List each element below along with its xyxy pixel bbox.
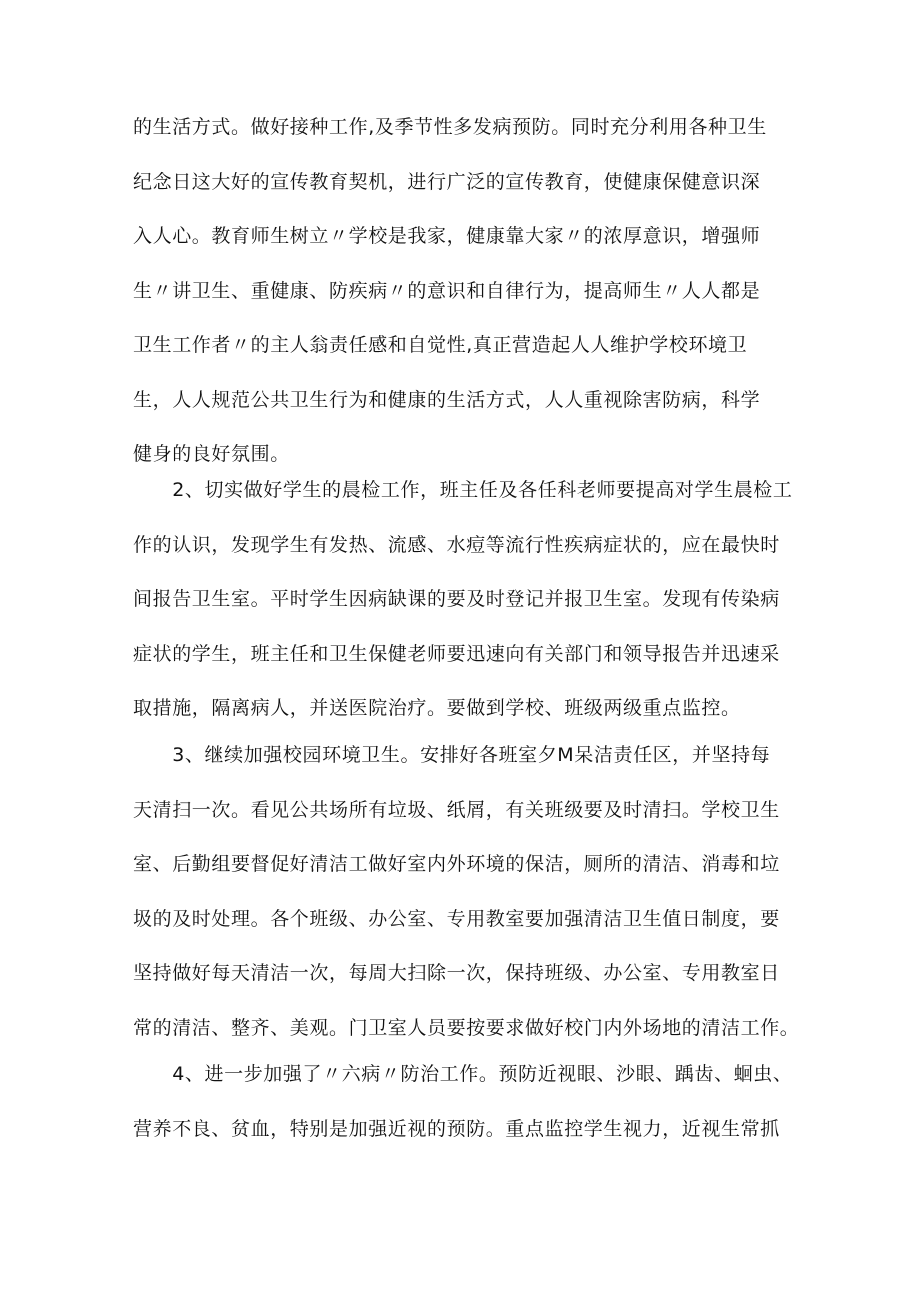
text-line: 卫生工作者〃的主人翁责任感和自觉性,真正营造起人人维护学校环境卫 [133, 334, 748, 356]
text-line: 纪念日这大好的宣传教育契机，进行广泛的宣传教育，使健康保健意识深 [133, 170, 761, 193]
text-line: 的生活方式。做好接种工作,及季节性多发病预防。同时充分利用各种卫生 [133, 116, 767, 138]
text-line: 圾的及时处理。各个班级、办公室、专用教室要加强清洁卫生值日制度，要 [133, 907, 780, 930]
paragraph-morning-check [133, 463, 813, 736]
text-line: 营养不良、贫血，特别是加强近视的预防。重点监控学生视力，近视生常抓 [133, 1117, 780, 1140]
text-line: 室、后勤组要督促好清洁工做好室内外环境的保洁，厕所的清洁、消毒和垃 [133, 853, 780, 875]
text-line: 生，人人规范公共卫生行为和健康的生活方式，人人重视除害防病，科学 [133, 388, 761, 411]
text-line: 症状的学生，班主任和卫生保健老师要迅速向有关部门和领导报告并迅速采 [133, 642, 780, 665]
text-line: 坚持做好每天清洁一次，每周大扫除一次，保持班级、办公室、专用教室日 [133, 962, 780, 984]
text-line: 常的清洁、整齐、美观。门卫室人员要按要求做好校门内外场地的清洁工作。 [133, 1016, 800, 1039]
paragraph-campus-hygiene [133, 728, 813, 1055]
text-line: 健身的良好氛围。 [133, 443, 290, 465]
text-line: 间报告卫生室。平时学生因病缺课的要及时登记并报卫生室。发现有传染病 [133, 588, 780, 610]
text-line: 4、进一步加强了〃六病〃防治工作。预防近视眼、沙眼、踽齿、蛔虫、 [133, 1063, 793, 1085]
text-line: 天清扫一次。看见公共场所有垃圾、纸屑，有关班级要及时清扫。学校卫生 [133, 798, 780, 821]
text-line: 3、继续加强校园环境卫生。安排好各班室夕M呆洁责任区，并坚持每 [133, 744, 771, 766]
text-line: 2、切实做好学生的晨检工作，班主任及各任科老师要提高对学生晨检工 [133, 479, 793, 501]
text-line: 生〃讲卫生、重健康、防疾病〃的意识和自律行为，提高师生〃人人都是 [133, 279, 761, 302]
text-line: 取措施，隔离病人，并送医院治疗。要做到学校、班级两级重点监控。 [133, 697, 741, 719]
text-line: 入人心。教育师生树立〃学校是我家，健康靠大家〃的浓厚意识，增强师 [133, 225, 761, 247]
text-line: 作的认识，发现学生有发热、流感、水痘等流行性疾病症状的，应在最快时 [133, 533, 780, 556]
paragraph-health-education [133, 100, 813, 482]
paragraph-six-diseases [133, 1047, 813, 1156]
